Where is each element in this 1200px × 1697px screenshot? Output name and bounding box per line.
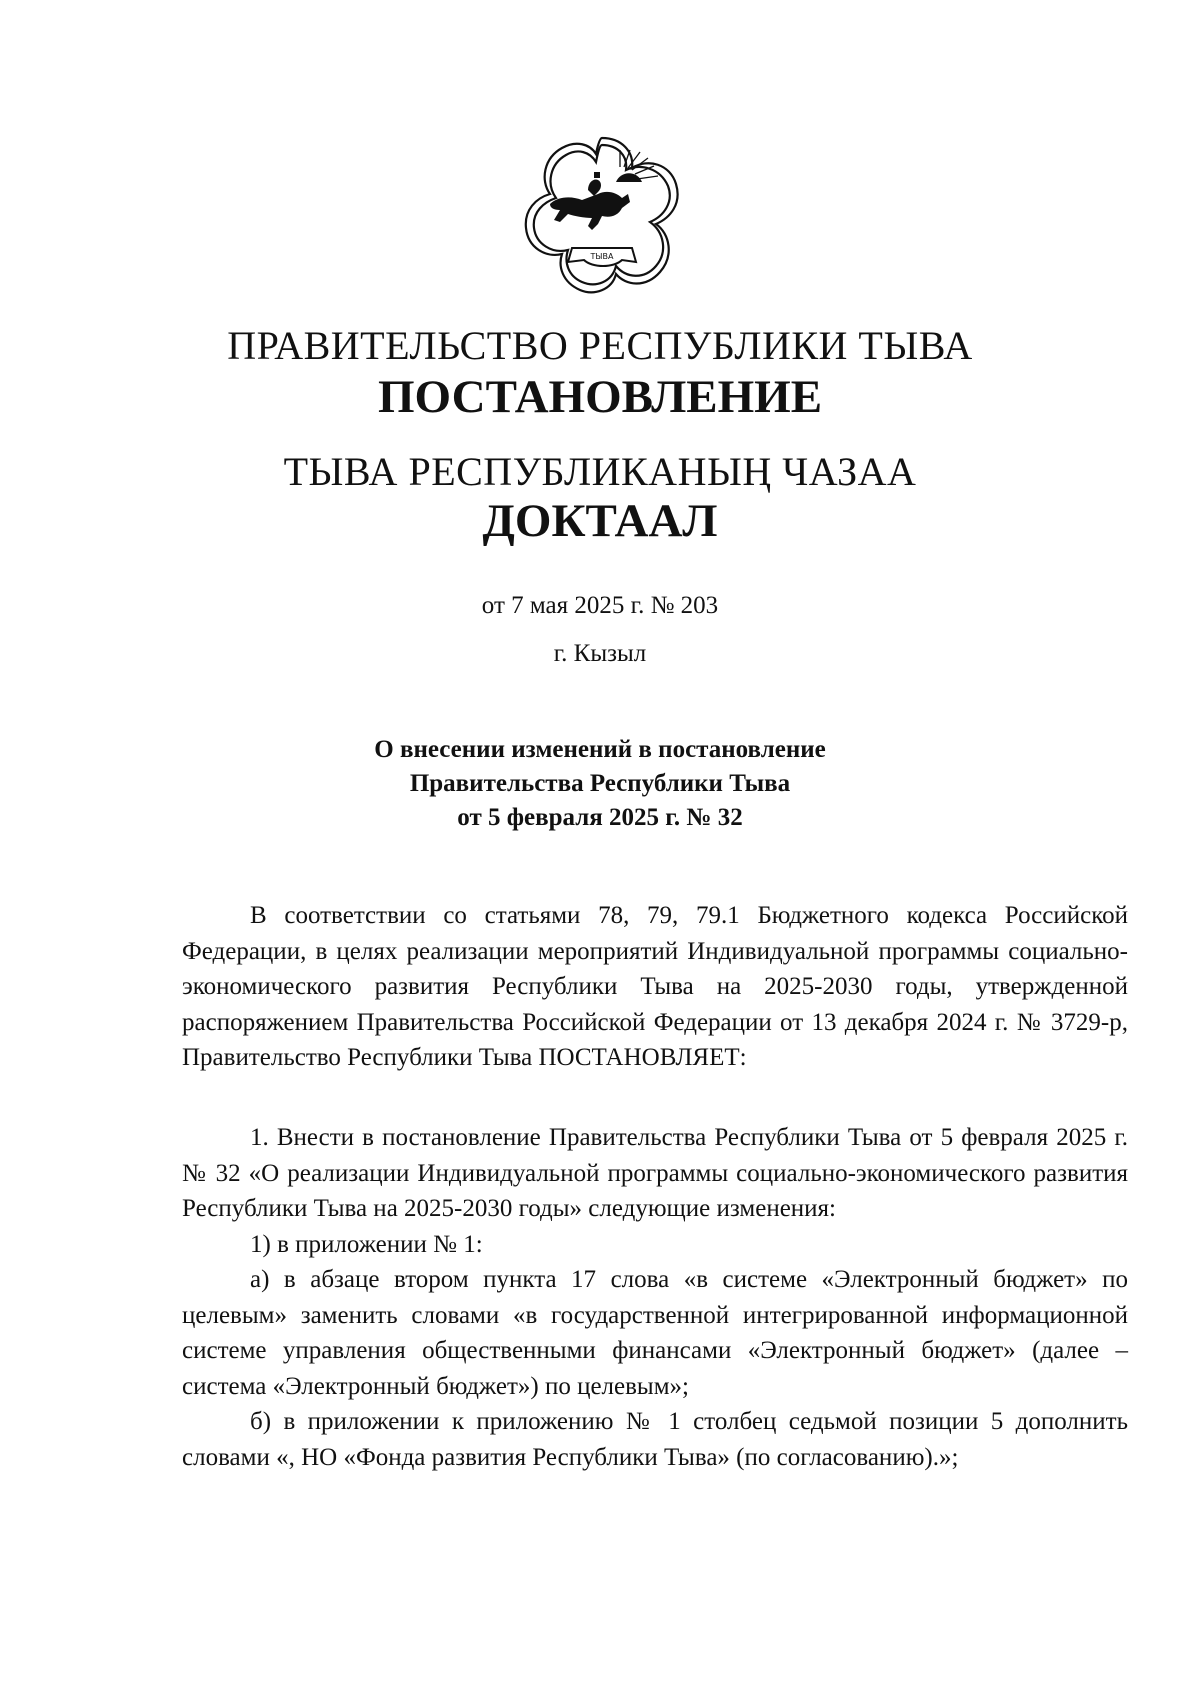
government-name-russian: ПРАВИТЕЛЬСТВО РЕСПУБЛИКИ ТЫВА [227, 323, 973, 368]
document-date-number: от 7 мая 2025 г. № 203 [481, 592, 719, 619]
document-type-russian: ПОСТАНОВЛЕНИЕ [377, 371, 823, 423]
subject-line: от 5 февраля 2025 г. № 32 [457, 804, 743, 831]
document-type-tuvan: ДОКТААЛ [482, 495, 718, 547]
subject-line: Правительства Республики Тыва [409, 770, 791, 797]
clause-1-1-paragraph: 1) в приложении № 1: [250, 1230, 483, 1258]
clause-1-paragraph: 1. Внести в постановление Правительства Республики Тыва от 5 февраля 2025 г. № 32 «О реализации Индивидуальной программы социально-экономического развития Республики Тыва на 2025-2030 годы» следующие изменения: [182, 1124, 1128, 1222]
government-name-tuvan: ТЫВА РЕСПУБЛИКАНЫҢ ЧАЗАА [283, 449, 917, 494]
subject-line: О внесении изменений в постановление [374, 736, 826, 763]
preamble-paragraph: В соответствии со статьями 78, 79, 79.1 Бюджетного кодекса Российской Федерации, в целях реализации мероприятий Индивидуальной программы социально-экономического развития Республики Тыва на 2025-2030 годы, утвержденной распоряжением Правительства Российской Федерации от 13 декабря 2024 г. № 3729-р, Правительство Республики Тыва ПОСТАНОВЛЯЕТ: [182, 902, 1128, 1071]
document-city: г. Кызыл [553, 640, 647, 667]
emblem-ribbon-text: ТЫВА [590, 252, 614, 261]
clause-1-1-b-paragraph: б) в приложении к приложению № 1 столбец седьмой позиции 5 дополнить словами «, НО «Фонда развития Республики Тыва» (по согласованию).»; [182, 1408, 1128, 1471]
clause-1-1-a-paragraph: а) в абзаце втором пункта 17 слова «в системе «Электронный бюджет» по целевым» заменить словами «в государственной интегрированной информационной системе управления общественными финансами «Электронный бюджет» (далее – система «Электронный бюджет») по целевым»; [182, 1266, 1128, 1400]
resolution-clauses [182, 1120, 1128, 1475]
preamble-section [182, 898, 1128, 1076]
tuva-coat-of-arms-emblem [518, 130, 686, 298]
document-subject [0, 733, 1200, 835]
